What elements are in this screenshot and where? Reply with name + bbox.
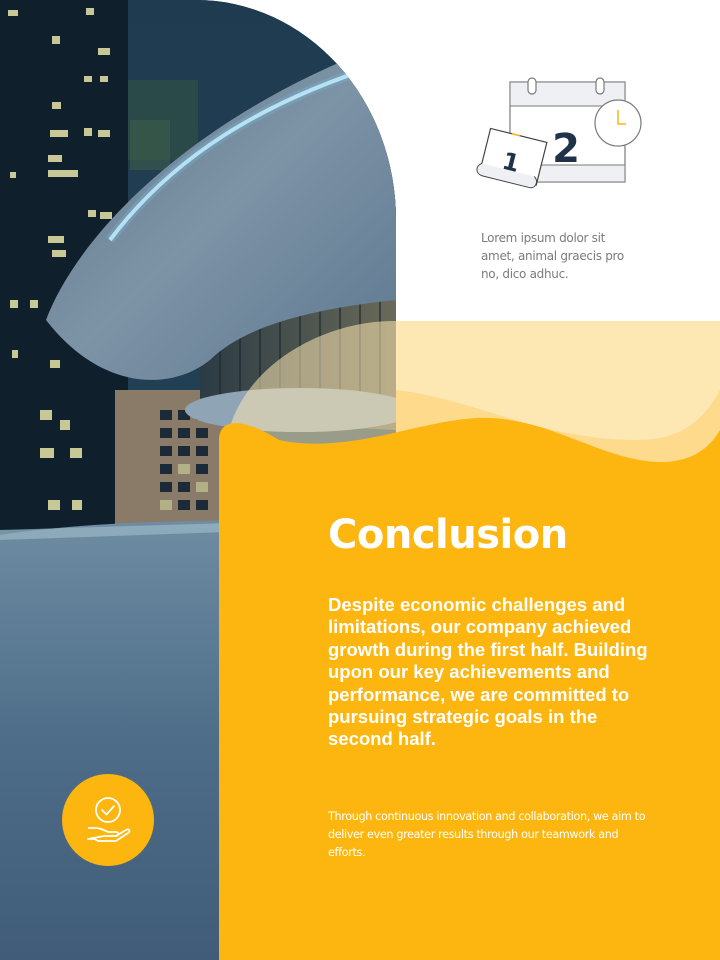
calendar-caption: Lorem ipsum dolor sit amet, animal graecis pro no, dico adhuc. bbox=[481, 231, 624, 281]
svg-text:1: 1 bbox=[499, 146, 523, 178]
body-paragraph: Through continuous innovation and collaboration, we aim to deliver even greater results through our teamwork and efforts. bbox=[328, 810, 646, 859]
calendar-day-2: 2 bbox=[552, 126, 580, 172]
page-title: Conclusion bbox=[328, 512, 568, 558]
lead-paragraph: Despite economic challenges and limitations, our company achieved growth during the first half. Building upon our key achievements and performance, we are committed to pursuing strategic goals in the second half. bbox=[328, 594, 648, 750]
hand-check-icon bbox=[80, 792, 136, 848]
hand-check-badge bbox=[62, 774, 154, 866]
